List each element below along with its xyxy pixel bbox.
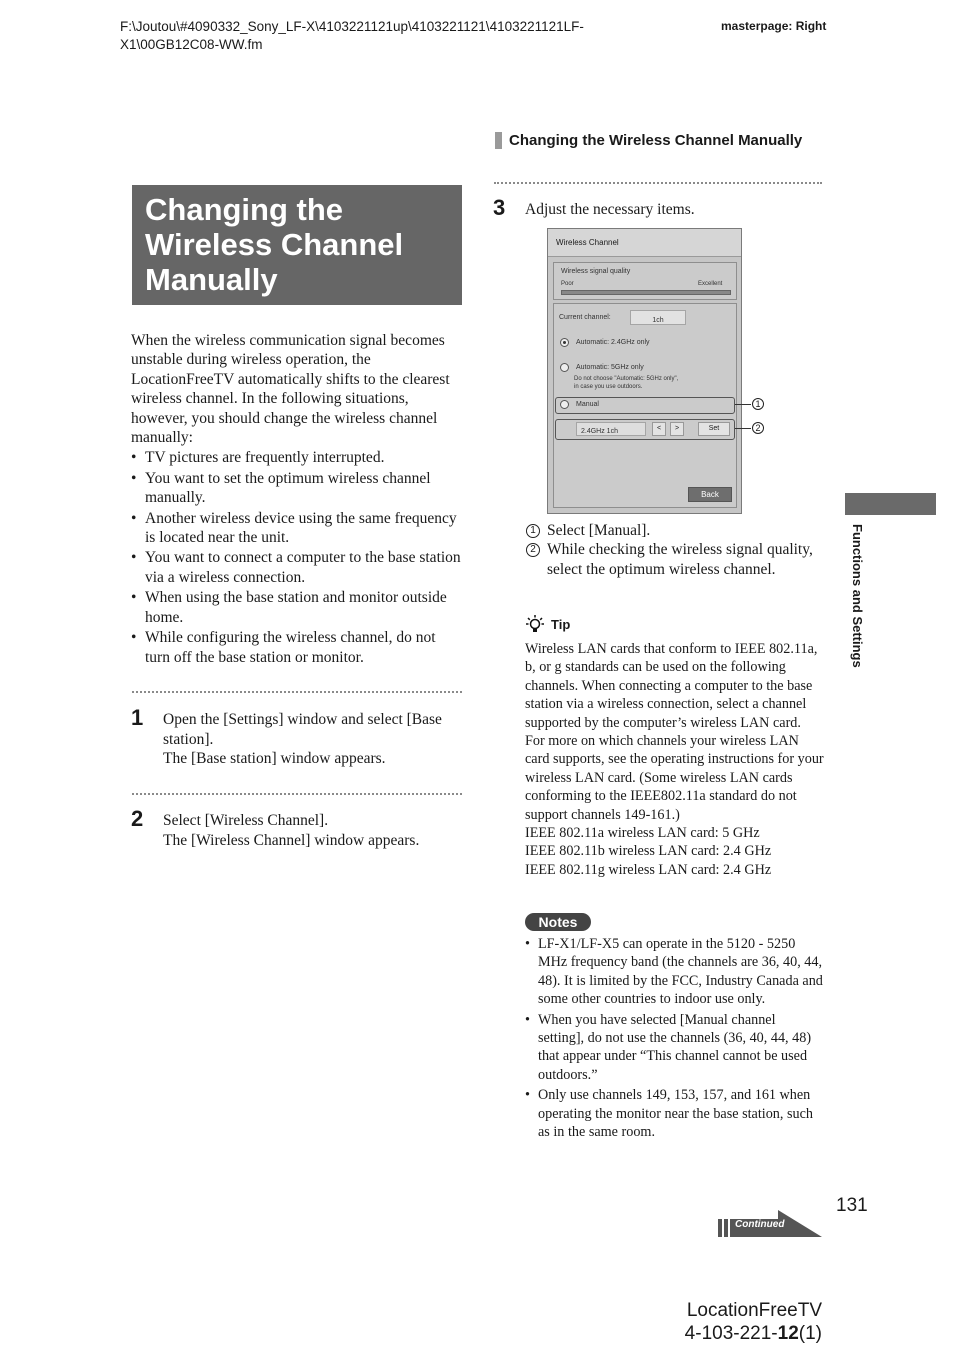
file-path: F:\Joutou\#4090332_Sony_LF-X\4103221121up\4103221121\4103221121LF-X1\00GB12C08-WW.fm (120, 19, 584, 52)
substep-list (526, 521, 826, 579)
title-line-2: Wireless Channel (145, 227, 404, 262)
step-result: The [Base station] window appears. (163, 750, 386, 768)
back-button[interactable]: Back (688, 487, 732, 502)
tip-spec-line: IEEE 802.11b wireless LAN card: 2.4 GHz (525, 843, 772, 860)
signal-quality-meter (561, 290, 731, 295)
list-item: • LF-X1/LF-X5 can operate in the 5120 - 5250 MHz frequency band (the channels are 36, 40, 44, 48). It is limited by the FCC, Industry Canada and some other countries to indoor use only. (525, 935, 825, 1009)
substep-number: 1 (526, 524, 540, 538)
step-result: The [Wireless Channel] window appears. (163, 831, 420, 849)
prev-channel-button[interactable]: < (652, 422, 666, 436)
tip-body (525, 640, 825, 879)
channel-select-value: 2.4GHz 1ch (581, 428, 618, 435)
callout-2: 2 (752, 422, 764, 434)
code-bold: 12 (777, 1323, 799, 1344)
signal-quality-label: Wireless signal quality (561, 268, 631, 275)
section-marker (495, 132, 502, 149)
current-channel-field (630, 310, 686, 325)
step-instruction: Select [Wireless Channel]. (163, 812, 329, 829)
product-code (600, 1322, 822, 1345)
auto-5ghz-note: Do not choose "Automatic: 5GHz only", (574, 376, 679, 382)
intro-section (131, 331, 461, 667)
dialog-title: Wireless Channel (556, 238, 619, 247)
continued-indicator (718, 1209, 823, 1237)
channel-settings-panel (553, 303, 737, 508)
radio-manual[interactable] (560, 400, 569, 409)
list-item: • When using the base station and monitor outside home. (131, 588, 461, 627)
divider (132, 793, 462, 795)
radio-auto-24ghz[interactable] (560, 338, 569, 347)
list-item: • TV pictures are frequently interrupted. (131, 448, 461, 467)
callout-line (735, 404, 751, 405)
list-item: • You want to set the optimum wireless channel manually. (131, 469, 461, 508)
notes-badge: Notes (525, 913, 591, 931)
notes-list (525, 933, 825, 1141)
substep-number: 2 (526, 543, 540, 557)
signal-excellent-label: Excellent (698, 281, 723, 287)
list-item: • When you have selected [Manual channel setting], do not use the channels (36, 40, 44, 48) that appear under “This channel cannot be used outdoors.” (525, 1011, 825, 1085)
step-instruction: Open the [Settings] window and select [Base station]. (163, 711, 442, 748)
tip-paragraph: For more on which channels your wireless LAN card supports, see the operating instructions for your wireless LAN card. (Some wireless LAN cards conforming to the IEEE802.11a standard do not support channels 149-161.) (525, 733, 824, 823)
auto-5ghz-label: Automatic: 5GHz only (576, 364, 644, 371)
tip-spec-line: IEEE 802.11a wireless LAN card: 5 GHz (525, 825, 760, 842)
channel-select-row (555, 419, 735, 440)
page-title (132, 185, 462, 305)
list-item: • Only use channels 149, 153, 157, and 161 when operating the monitor near the base station, such as in the same room. (525, 1086, 825, 1141)
callout-1: 1 (752, 398, 764, 410)
section-header-text: Changing the Wireless Channel Manually (509, 132, 803, 149)
channel-select-field[interactable] (576, 422, 646, 436)
auto-24ghz-label: Automatic: 2.4GHz only (576, 339, 650, 346)
callout-line (735, 428, 751, 429)
manual-option-row[interactable] (555, 397, 735, 414)
current-channel-value: 1ch (652, 317, 664, 324)
substep (526, 521, 826, 540)
running-section-header (495, 132, 802, 149)
step-1-text (163, 710, 463, 769)
dialog-title-bar (548, 229, 741, 257)
list-item: • Another wireless device using the same frequency is located near the unit. (131, 509, 461, 548)
manual-label: Manual (576, 401, 599, 408)
code-prefix: 4-103-221- (684, 1323, 778, 1344)
step-number: 2 (131, 806, 144, 831)
step-2-text (163, 811, 463, 850)
continued-label: Continued (735, 1219, 785, 1230)
signal-quality-panel (553, 262, 737, 300)
substep (526, 540, 826, 579)
masterpage-label: masterpage: Right (721, 19, 827, 33)
side-tab-label: Functions and Settings (850, 524, 865, 668)
substep-text: Select [Manual]. (547, 522, 651, 539)
wireless-channel-dialog (547, 228, 742, 514)
step-number: 3 (493, 195, 506, 220)
step-instruction: Adjust the necessary items. (525, 201, 695, 218)
product-name: LocationFreeTV (686, 1300, 822, 1321)
list-item: • You want to connect a computer to the base station via a wireless connection. (131, 548, 461, 587)
lightbulb-icon (525, 614, 545, 634)
side-tab-marker (845, 493, 936, 515)
current-channel-label: Current channel: (559, 314, 611, 321)
product-footer (600, 1299, 822, 1345)
tip-spec-line: IEEE 802.11g wireless LAN card: 2.4 GHz (525, 861, 772, 878)
page-number: 131 (836, 1195, 868, 1216)
divider (132, 691, 462, 693)
next-channel-button[interactable]: > (670, 422, 684, 436)
intro-paragraph: When the wireless communication signal becomes unstable during wireless operation, the LocationFreeTV automatically shifts to the clearest wireless channel. In the following situations, however, you should change the wireless channel manually: (131, 332, 450, 447)
auto-5ghz-note: in case you use outdoors. (574, 384, 643, 390)
tip-heading (525, 614, 570, 634)
set-button[interactable]: Set (698, 422, 730, 436)
intro-bullet-list (131, 448, 461, 666)
step-number: 1 (131, 705, 144, 730)
radio-auto-5ghz[interactable] (560, 363, 569, 372)
list-item: • While configuring the wireless channel, do not turn off the base station or monitor. (131, 628, 461, 667)
title-line-3: Manually (145, 262, 278, 297)
tip-label: Tip (551, 616, 571, 632)
signal-poor-label: Poor (561, 281, 574, 287)
divider (494, 182, 822, 184)
tip-paragraph: Wireless LAN cards that conform to IEEE 802.11a, b, or g standards can be used on the following channels. When connecting a computer to the base station via a wireless connection, select a channel supported by the computer’s wireless LAN card. (525, 641, 818, 731)
substep-text: While checking the wireless signal quality, select the optimum wireless channel. (547, 541, 813, 578)
title-line-1: Changing the (145, 192, 344, 227)
code-suffix: (1) (798, 1323, 822, 1344)
